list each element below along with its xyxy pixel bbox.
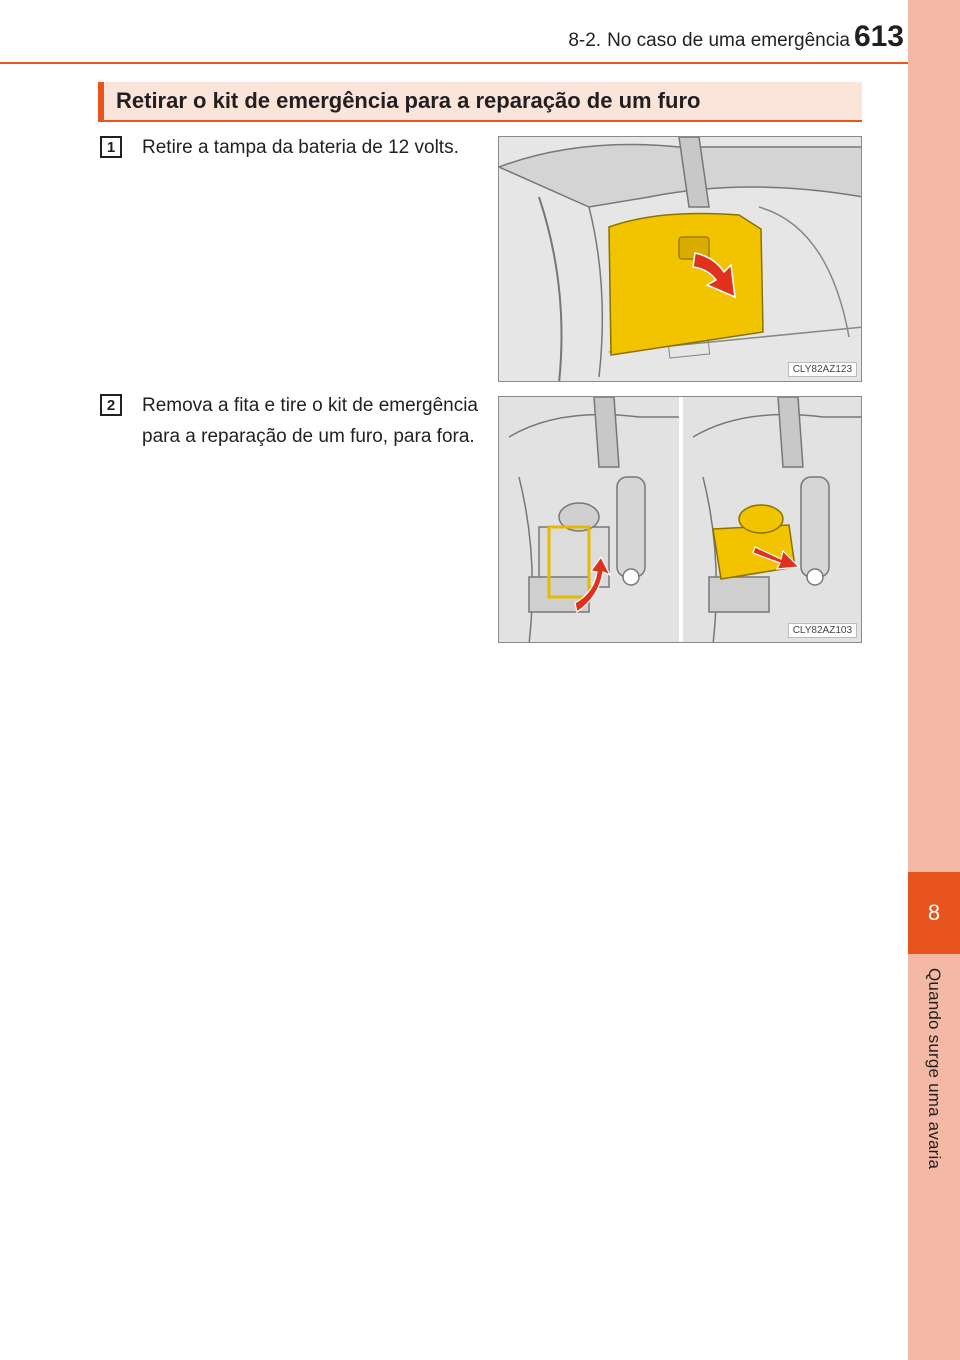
header-section-number: 8-2. — [568, 30, 602, 51]
page-number: 613 — [853, 20, 904, 53]
section-heading-bar — [98, 82, 862, 122]
step-1-badge: 1 — [100, 136, 122, 158]
step-2-badge: 2 — [100, 394, 122, 416]
repair-kit-removal-illustration — [499, 397, 862, 643]
step-2-text: Remova a fita e tire o kit de emergência para a reparação de um furo, para fora. — [142, 395, 478, 447]
running-header — [470, 30, 850, 52]
step-2-figure-code: CLY82AZ103 — [788, 623, 857, 638]
chapter-title: Quando surge uma avaria — [925, 968, 944, 1170]
step-1-figure-code: CLY82AZ123 — [788, 362, 857, 377]
section-heading-accent — [98, 82, 104, 122]
header-section-title: No caso de uma emergência — [607, 30, 850, 51]
left-panel-strap-removal — [499, 397, 679, 643]
header-rule — [0, 62, 908, 64]
trunk-battery-cover-illustration — [499, 137, 862, 382]
step-1-text: Retire a tampa da bateria de 12 volts. — [142, 137, 459, 158]
section-heading: Retirar o kit de emergência para a reparação de um furo — [116, 88, 701, 113]
section-heading-underline — [98, 120, 862, 122]
step-1-figure — [498, 136, 862, 382]
right-panel-kit-removal — [683, 397, 862, 643]
chapter-side-tab — [908, 0, 960, 1360]
step-2-figure — [498, 396, 862, 643]
chapter-number: 8 — [908, 872, 960, 954]
